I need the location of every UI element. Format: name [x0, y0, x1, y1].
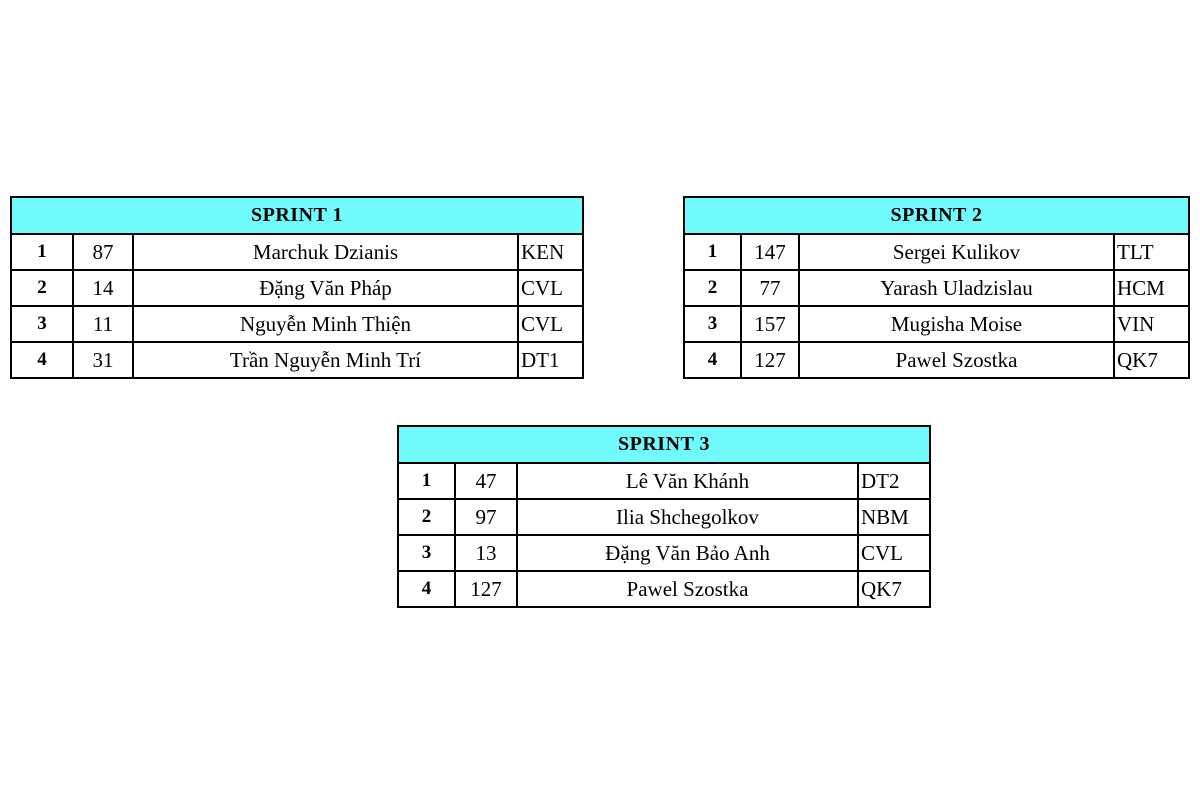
bib-cell: 14: [73, 270, 133, 306]
team-cell: TLT: [1114, 234, 1189, 270]
name-cell: Nguyễn Minh Thiện: [133, 306, 518, 342]
name-cell: Yarash Uladzislau: [799, 270, 1114, 306]
rank-cell: 3: [684, 306, 741, 342]
name-cell: Trần Nguyễn Minh Trí: [133, 342, 518, 378]
team-cell: HCM: [1114, 270, 1189, 306]
team-cell: QK7: [1114, 342, 1189, 378]
team-cell: QK7: [858, 571, 930, 607]
sprint1-table: [10, 196, 584, 379]
team-cell: CVL: [518, 306, 583, 342]
bib-cell: 77: [741, 270, 799, 306]
bib-cell: 127: [741, 342, 799, 378]
name-cell: Đặng Văn Pháp: [133, 270, 518, 306]
sprint1-title: SPRINT 1: [11, 197, 583, 234]
rank-cell: 2: [398, 499, 455, 535]
table-header-row: [398, 426, 930, 463]
bib-cell: 13: [455, 535, 517, 571]
name-cell: Pawel Szostka: [517, 571, 858, 607]
rank-cell: 3: [398, 535, 455, 571]
name-cell: Marchuk Dzianis: [133, 234, 518, 270]
team-cell: DT1: [518, 342, 583, 378]
rank-cell: 3: [11, 306, 73, 342]
bib-cell: 147: [741, 234, 799, 270]
name-cell: Sergei Kulikov: [799, 234, 1114, 270]
table-row: [684, 306, 1189, 342]
rank-cell: 1: [684, 234, 741, 270]
rank-cell: 1: [11, 234, 73, 270]
name-cell: Lê Văn Khánh: [517, 463, 858, 499]
bib-cell: 47: [455, 463, 517, 499]
table-row: [11, 234, 583, 270]
table-row: [398, 499, 930, 535]
bib-cell: 97: [455, 499, 517, 535]
team-cell: NBM: [858, 499, 930, 535]
table-row: [11, 342, 583, 378]
sprint3-table: [397, 425, 931, 608]
table-row: [684, 234, 1189, 270]
team-cell: DT2: [858, 463, 930, 499]
name-cell: Ilia Shchegolkov: [517, 499, 858, 535]
table-row: [398, 571, 930, 607]
table-row: [684, 342, 1189, 378]
rank-cell: 2: [11, 270, 73, 306]
bib-cell: 11: [73, 306, 133, 342]
table-row: [398, 463, 930, 499]
name-cell: Mugisha Moise: [799, 306, 1114, 342]
bib-cell: 87: [73, 234, 133, 270]
rank-cell: 2: [684, 270, 741, 306]
bib-cell: 157: [741, 306, 799, 342]
table-row: [398, 535, 930, 571]
table-header-row: [11, 197, 583, 234]
team-cell: CVL: [518, 270, 583, 306]
team-cell: VIN: [1114, 306, 1189, 342]
rank-cell: 4: [398, 571, 455, 607]
team-cell: CVL: [858, 535, 930, 571]
rank-cell: 4: [11, 342, 73, 378]
table-row: [11, 306, 583, 342]
table-row: [11, 270, 583, 306]
sprint3-title: SPRINT 3: [398, 426, 930, 463]
sprint2-table: [683, 196, 1190, 379]
sprint2-title: SPRINT 2: [684, 197, 1189, 234]
bib-cell: 31: [73, 342, 133, 378]
rank-cell: 1: [398, 463, 455, 499]
name-cell: Đặng Văn Bảo Anh: [517, 535, 858, 571]
bib-cell: 127: [455, 571, 517, 607]
table-row: [684, 270, 1189, 306]
table-header-row: [684, 197, 1189, 234]
rank-cell: 4: [684, 342, 741, 378]
team-cell: KEN: [518, 234, 583, 270]
name-cell: Pawel Szostka: [799, 342, 1114, 378]
